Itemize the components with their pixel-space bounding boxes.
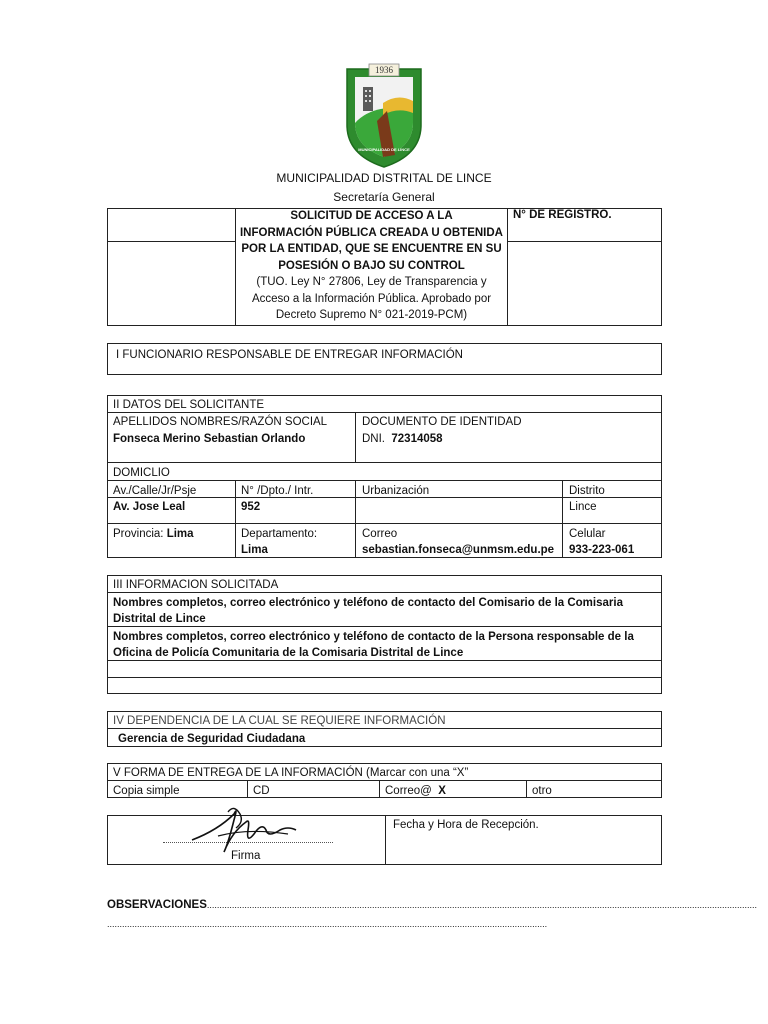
option-otro[interactable]: otro [532,785,552,797]
urbanizacion-value [356,497,368,501]
request-title: SOLICITUD DE ACCESO A LA INFORMACIÓN PÚBLICA CREADA U OBTENIDA POR LA ENTIDAD, QUE SE ENCUENTRE EN SU POSESIÓN O BAJO SU CONTROL [239,210,503,273]
observations-dots-1: ............................................................................................................................................................................................................................ [206,900,758,910]
org-name: MUNICIPALIDAD DISTRITAL DE LINCE [276,171,492,185]
email-value: sebastian.fonseca@unmsm.edu.pe [362,544,555,556]
dependency-value: Gerencia de Seguridad Ciudadana [118,733,306,745]
street-label: Av./Calle/Jr/Psje [113,485,197,497]
urbanizacion-label: Urbanización [362,485,430,497]
names-value: Fonseca Merino Sebastian Orlando [113,433,306,445]
department-label: Departamento: [241,528,318,540]
municipal-crest-logo [343,63,425,169]
street-value: Av. Jose Leal [113,501,186,513]
crest-year: 1936 [375,65,393,75]
option-cd[interactable]: CD [253,785,270,797]
legal-reference: (TUO. Ley N° 27806, Ley de Transparencia y Acceso a la Información Pública. Aprobado por Decreto Supremo N° 021-2019-PCM) [251,276,492,322]
section-1-label: I FUNCIONARIO RESPONSABLE DE ENTREGAR INFORMACIÓN [116,349,463,361]
crest-ribbon-text: MUNICIPALIDAD DE LINCE [358,147,410,152]
observations [107,899,758,915]
option-copia-simple[interactable]: Copia simple [113,785,180,797]
province-value: Lima [166,528,194,540]
observations-label: OBSERVACIONES [107,899,207,911]
department-value: Lima [241,544,268,556]
section-2-label: II DATOS DEL SOLICITANTE [113,399,265,411]
reception-datetime-label: Fecha y Hora de Recepción. [393,819,539,831]
section-3-label: III INFORMACION SOLICITADA [113,579,279,591]
names-label: APELLIDOS NOMBRES/RAZÓN SOCIAL [113,416,328,428]
province-label: Provincia: [113,528,164,540]
phone-value: 933-223-061 [569,544,635,556]
domicilio-label: DOMICLIO [113,467,170,479]
section-4-label: IV DEPENDENCIA DE LA CUAL SE REQUIERE INFORMACIÓN [113,715,446,727]
section-5-label: V FORMA DE ENTREGA DE LA INFORMACIÓN (Marcar con una “X” [113,767,469,779]
id-label: DOCUMENTO DE IDENTIDAD [362,416,522,428]
id-prefix: DNI. [362,433,385,445]
id-value: 72314058 [391,433,443,445]
observations-dots-2: ................................................................................................................................................................................ [107,919,548,929]
email-label: Correo [362,528,398,540]
district-value: Lince [569,501,597,513]
signature-label: Firma [231,850,261,862]
number-value: 952 [241,501,261,513]
option-correo[interactable] [379,781,452,801]
registration-number-label: N° DE REGISTRO. [513,209,612,221]
selected-mark: X [438,785,446,797]
requested-item-1: Nombres completos, correo electrónico y teléfono de contacto del Comisario de la Comisaria Distrital de Lince [113,597,623,625]
requested-item-2: Nombres completos, correo electrónico y teléfono de contacto de la Persona responsable de la Oficina de Policía Comunitaria de la Comisaria Distrital de Lince [113,631,634,659]
department-name: Secretaría General [333,190,435,204]
phone-label: Celular [569,528,606,540]
number-label: N° /Dpto./ Intr. [241,485,314,497]
province-field [107,524,200,544]
district-label: Distrito [569,485,605,497]
id-field [356,429,449,449]
option-correo-label: Correo@ [385,785,432,797]
